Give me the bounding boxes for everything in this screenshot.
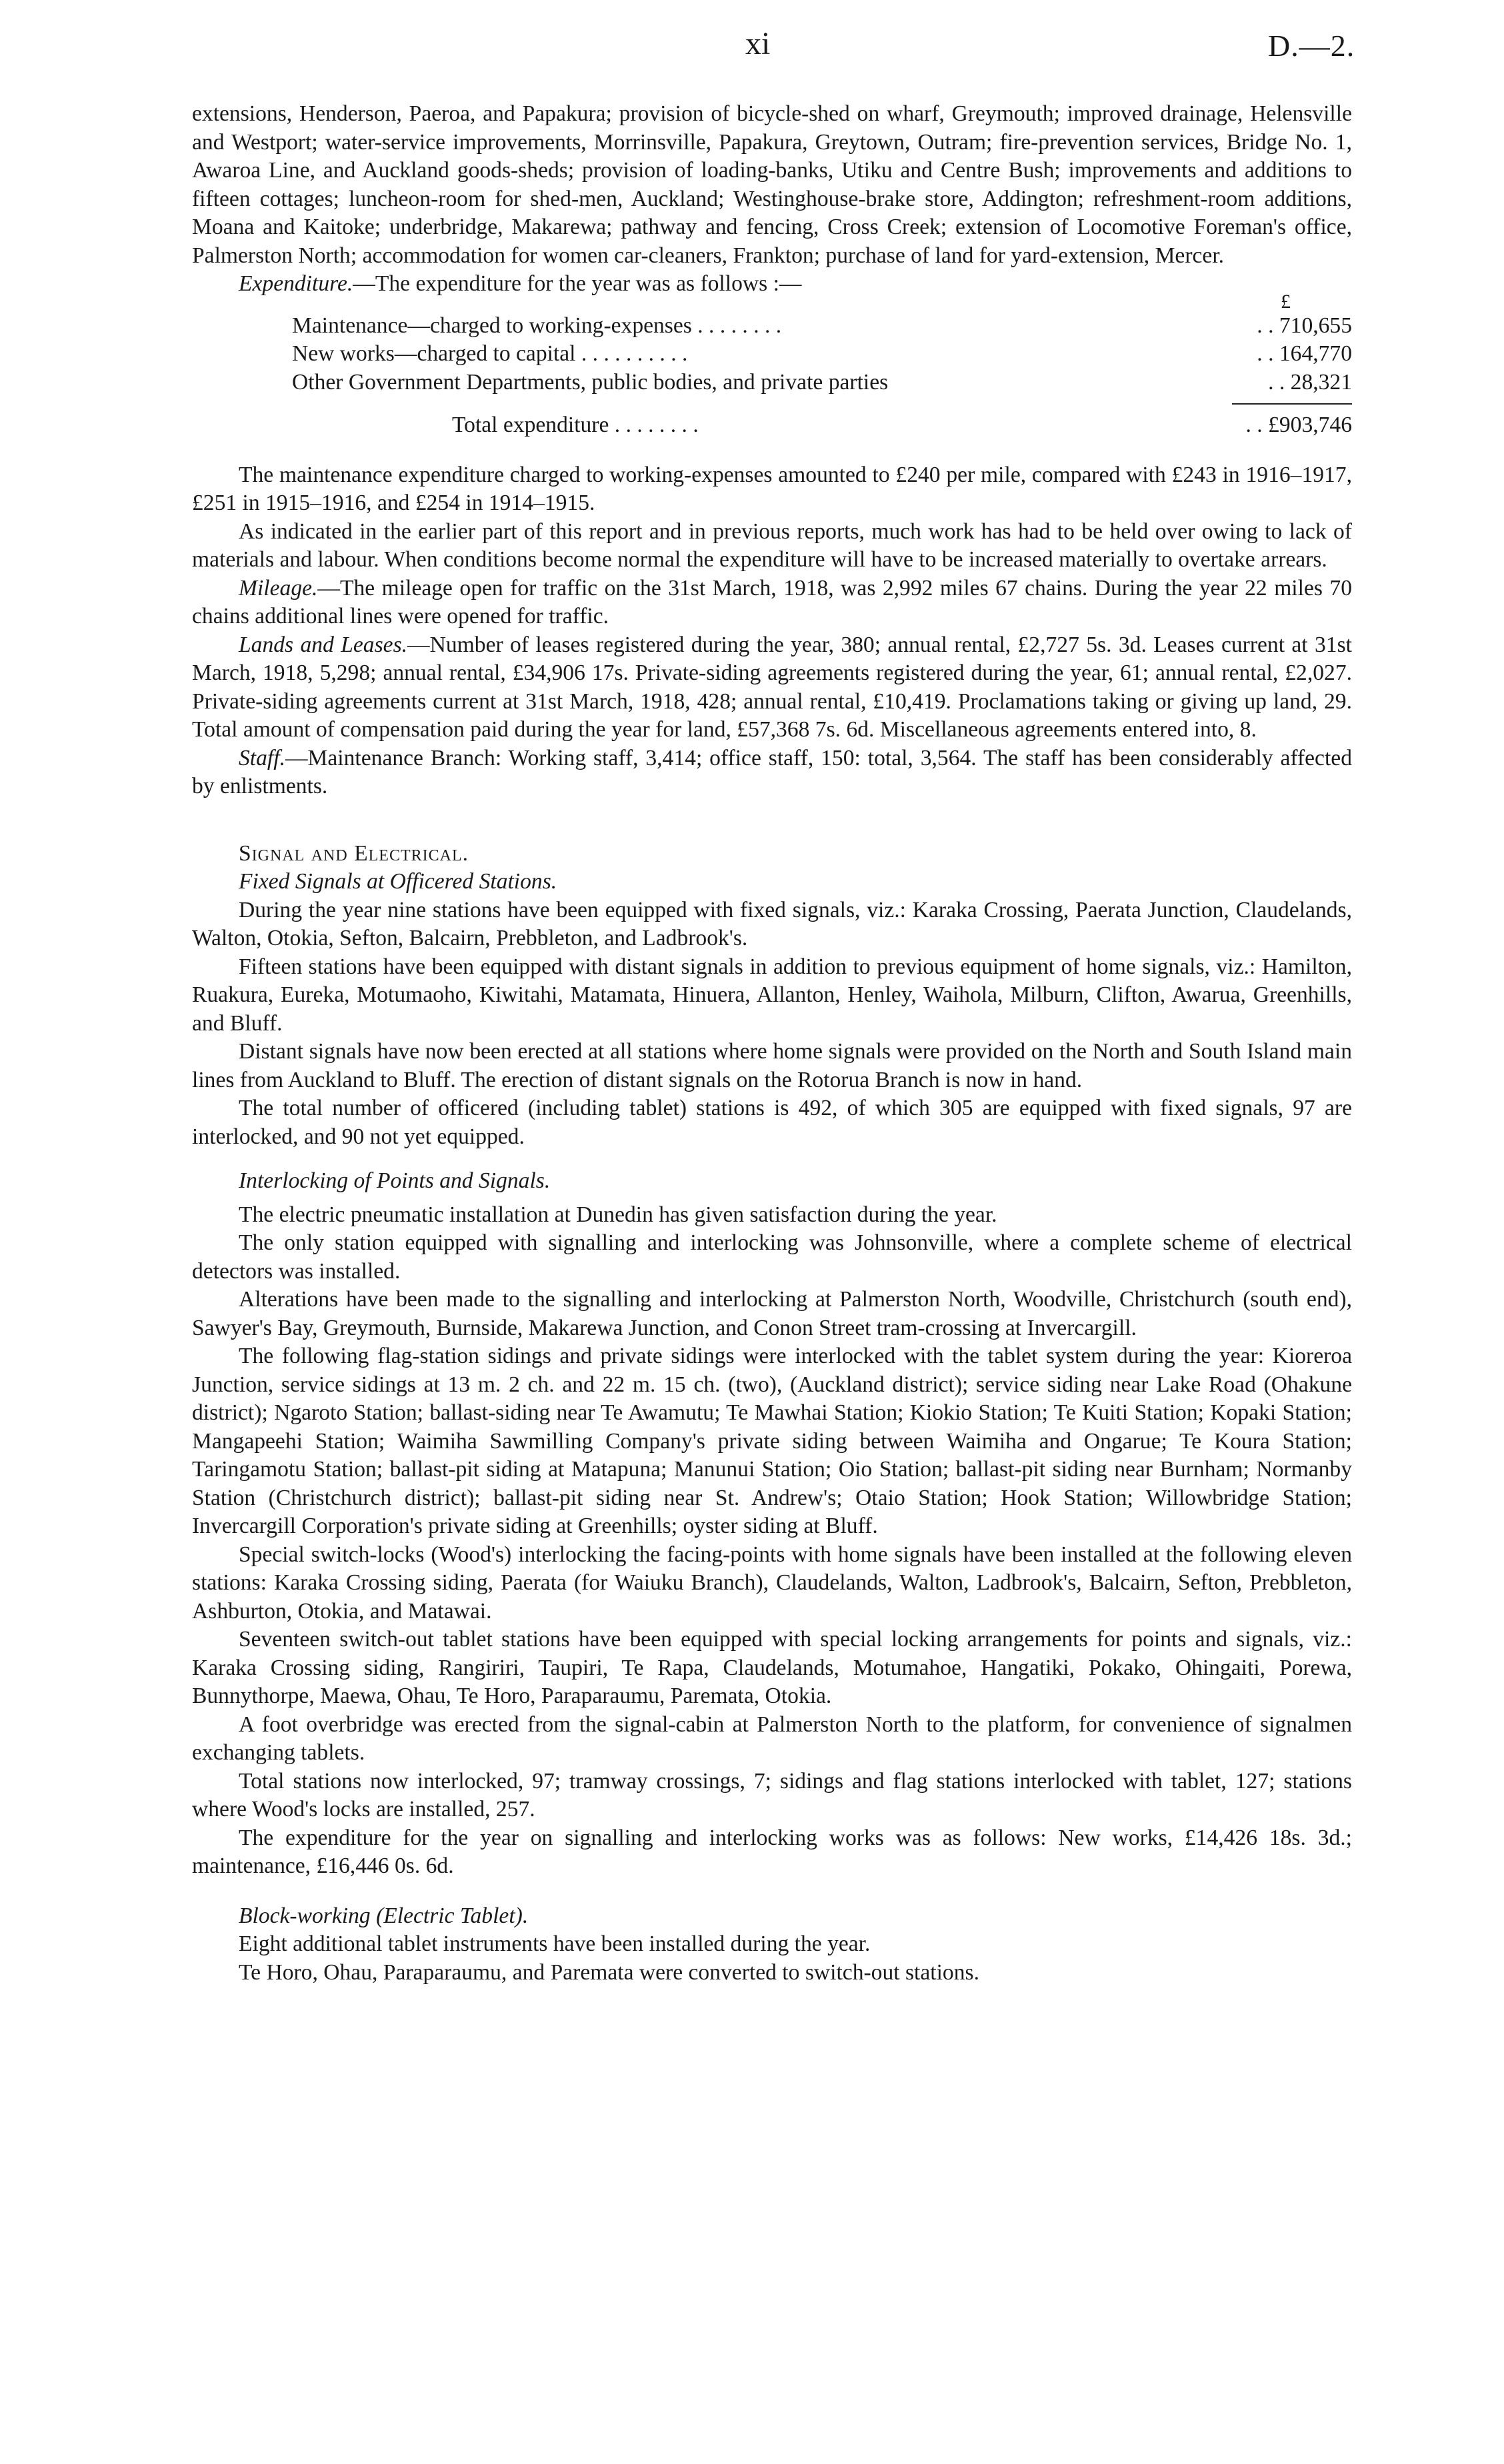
- lands-leases-heading: Lands and Leases.: [239, 632, 408, 657]
- paragraph-distant-signals: Fifteen stations have been equipped with distant signals in addition to previous equipment of home signals, viz.: Hamilton, Ruakura, Eureka, Motumaoho, Kiwitahi, Matamata, Hinuera, Allanton, Henley, Waihola, Milburn, Clifton, Awarua, Greenhills, and Bluff.: [192, 954, 1352, 1036]
- paragraph-works-list: extensions, Henderson, Paeroa, and Papakura; provision of bicycle-shed on wharf, Greymouth; improved drainage, Helensville and Westport; water-service improvements, Morrinsville, Papakura, Greytown, Outram; fire-prevention services, Bridge No. 1, Awaroa Line, and Auckland goods-sheds; provision of loading-banks, Utiku and Centre Bush; improvements and additions to fifteen cottages; luncheon-room for shed-men, Auckland; Westinghouse-brake store, Addington; refreshment-room additions, Moana and Kaitoke; underbridge, Makarewa; pathway and fencing, Cross Creek; extension of Locomotive Foreman's office, Palmerston North; accommodation for women car-cleaners, Frankton; purchase of land for yard-extension, Mercer.: [192, 101, 1352, 268]
- paragraph-mileage: Mileage.—The mileage open for traffic on the 31st March, 1918, was 2,992 miles 67 chains. During the year 22 miles 70 chains additional lines were opened for traffic.: [192, 575, 1352, 628]
- paragraph-fixed-signals: During the year nine stations have been equipped with fixed signals, viz.: Karaka Crossing, Paerata Junction, Claudelands, Walton, Otokia, Sefton, Balcairn, Prebbleton, and Ladbrook's.: [192, 897, 1352, 950]
- expenditure-row: [192, 369, 1352, 397]
- paragraph-tablet-instruments: Eight additional tablet instruments have been installed during the year.: [239, 1931, 871, 1956]
- expenditure-row-amount: . . 710,655: [1257, 313, 1352, 338]
- paragraph-foot-overbridge: A foot overbridge was erected from the signal-cabin at Palmerston North to the platform, for convenience of signalmen exchanging tablets.: [192, 1712, 1352, 1765]
- currency-symbol: £: [1281, 290, 1291, 313]
- paragraph-arrears: As indicated in the earlier part of this report and in previous reports, much work has had to be held over owing to lack of materials and labour. When conditions become normal the expenditure will have to be increased materially to overtake arrears.: [192, 519, 1352, 572]
- paragraph-lands-leases: Lands and Leases.—Number of leases registered during the year, 380; annual rental, £2,727 5s. 3d. Leases current at 31st March, 1918, 5,298; annual rental, £34,906 17s. Private-siding agreements registered during the year, 61; annual rental, £2,027. Private-siding agreements current at 31st March, 1918, 428; annual rental, £10,419. Proclamations taking or giving up land, 29. Total amount of compensation paid during the year for land, £57,368 7s. 6d. Miscellaneous agreements entered into, 8.: [192, 632, 1352, 742]
- expenditure-row-amount: . . 164,770: [1257, 341, 1352, 366]
- expenditure-row-label: Other Government Departments, public bodies, and private parties: [292, 369, 889, 395]
- expenditure-total-row: [192, 411, 1352, 440]
- document-reference: D.—2.: [1268, 29, 1355, 63]
- paragraph-switch-out-stations: Seventeen switch-out tablet stations have been equipped with special locking arrangements for points and signals, viz.: Karaka Crossing siding, Rangiriri, Taupiri, Te Rapa, Claudelands, Motumahoe, Hangatiki, Pokako, Ohingaiti, Porewa, Bunnythorpe, Maewa, Ohau, Te Horo, Paraparaumu, Paremata, Otokia.: [192, 1627, 1352, 1708]
- expenditure-row: [192, 340, 1352, 369]
- body-text: [192, 100, 1352, 1987]
- staff-heading: Staff.: [239, 745, 285, 770]
- subheading-block-working: Block-working (Electric Tablet).: [239, 1903, 529, 1928]
- paragraph-flag-station-sidings: The following flag-station sidings and private sidings were interlocked with the tablet system during the year: Kioreroa Junction, service sidings at 13 m. 2 ch. and 22 m. 15 ch. (two), (Auckland district); service siding near Lake Road (Ohakune district); Ngaroto Station; ballast-siding near Te Awamutu; Te Mawhai Station; Kiokio Station; Te Kuiti Station; Kopaki Station; Mangapeehi Station; Waimiha Sawmilling Company's private siding between Waimiha and Ongarue; Te Koura Station; Taringamotu Station; ballast-pit siding at Matapuna; Manunui Station; Oio Station; ballast-pit siding near Burnham; Normanby Station (Christchurch district); ballast-pit siding near St. Andrew's; Otaio Station; Hook Station; Willowbridge Station; Invercargill Corporation's private siding at Greenhills; oyster siding at Bluff.: [192, 1344, 1352, 1538]
- paragraph-distant-signals-erected: Distant signals have now been erected at all stations where home signals were provided on the North and South Island main lines from Auckland to Bluff. The erection of distant signals on the Rotorua Branch is now in hand.: [192, 1039, 1352, 1092]
- paragraph-staff: Staff.—Maintenance Branch: Working staff, 3,414; office staff, 150: total, 3,564. The staff has been considerably affected by enlistments.: [192, 745, 1352, 798]
- subheading-fixed-signals: Fixed Signals at Officered Stations.: [239, 869, 557, 894]
- expenditure-total-amount: . . £903,746: [1245, 413, 1352, 437]
- page-number: xi: [745, 26, 771, 61]
- expenditure-row-label: Maintenance—charged to working-expenses . . . . . . . .: [292, 313, 782, 338]
- paragraph-officered-stations: The total number of officered (including tablet) stations is 492, of which 305 are equipped with fixed signals, 97 are interlocked, and 90 not yet equipped.: [192, 1096, 1352, 1149]
- subheading-interlocking: Interlocking of Points and Signals.: [239, 1168, 551, 1193]
- paragraph-maintenance-per-mile: The maintenance expenditure charged to working-expenses amounted to £240 per mile, compared with £243 in 1916–1917, £251 in 1915–1916, and £254 in 1914–1915.: [192, 462, 1352, 515]
- paragraph-johnsonville: The only station equipped with signalling and interlocking was Johnsonville, where a complete scheme of electrical detectors was installed.: [192, 1230, 1352, 1284]
- mileage-heading: Mileage.: [239, 575, 318, 601]
- expenditure-intro-text: —The expenditure for the year was as follows :—: [353, 271, 802, 296]
- expenditure-row: [192, 312, 1352, 341]
- paragraph-converted-stations: Te Horo, Ohau, Paraparaumu, and Paremata were converted to switch-out stations.: [239, 1959, 979, 1985]
- paragraph-alterations: Alterations have been made to the signalling and interlocking at Palmerston North, Woodville, Christchurch (south end), Sawyer's Bay, Greymouth, Burnside, Makarewa Junction, and Conon Street tram-crossing at Invercargill.: [192, 1287, 1352, 1340]
- expenditure-row-amount: . . 28,321: [1268, 369, 1352, 395]
- expenditure-total-label: Total expenditure . . . . . . . .: [452, 413, 699, 437]
- paragraph-total-interlocked: Total stations now interlocked, 97; tramway crossings, 7; sidings and flag stations interlocked with tablet, 127; stations where Wood's locks are installed, 257.: [192, 1768, 1352, 1822]
- paragraph-signalling-expenditure: The expenditure for the year on signalling and interlocking works was as follows: New works, £14,426 18s. 3d.; maintenance, £16,446 0s. 6d.: [192, 1825, 1352, 1878]
- paragraph-dunedin: The electric pneumatic installation at Dunedin has given satisfaction during the year.: [239, 1202, 997, 1227]
- section-heading-signal-electrical: Signal and Electrical.: [239, 840, 469, 866]
- expenditure-row-label: New works—charged to capital . . . . . . . . . .: [292, 341, 688, 366]
- total-rule: [1232, 403, 1352, 405]
- expenditure-block: [192, 270, 1352, 440]
- paragraph-switch-locks: Special switch-locks (Wood's) interlocking the facing-points with home signals have been installed at the following eleven stations: Karaka Crossing siding, Paerata (for Waiuku Branch), Claudelands, Walton, Ladbrook's, Balcairn, Sefton, Prebbleton, Ashburton, Otokia, and Matawai.: [192, 1542, 1352, 1624]
- expenditure-heading: Expenditure.: [239, 271, 353, 296]
